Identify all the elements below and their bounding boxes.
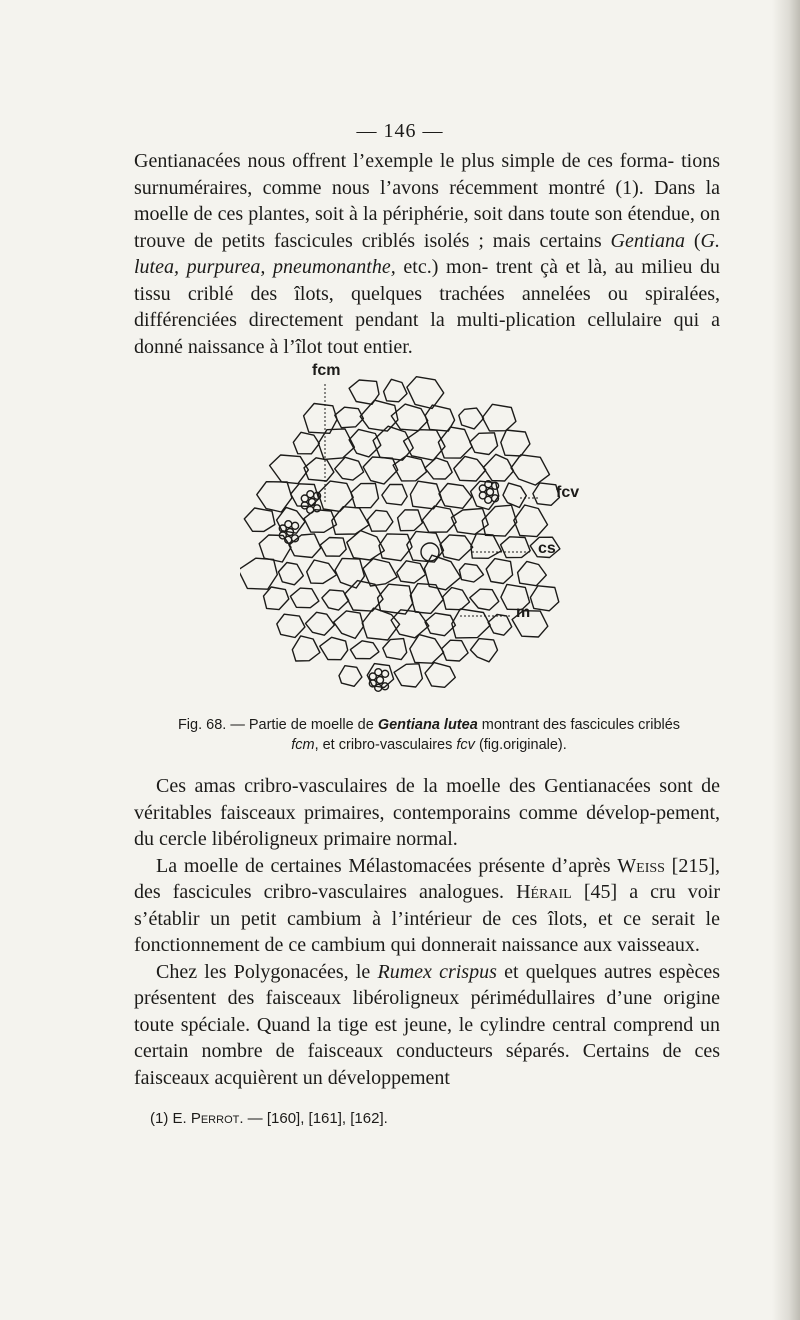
caption-mid2: , et cribro-vasculaires [314,737,457,753]
figure-pith-section [240,362,600,712]
pith-cell [452,609,490,638]
pith-cell [488,614,512,635]
pith-cell [459,408,484,429]
pith-cell [290,588,319,608]
footnote [150,1110,388,1127]
pith-cell [440,535,473,560]
pith-cell [306,612,335,635]
pith-cell [482,404,516,431]
pith-cell [443,588,470,610]
pith-cell [391,610,429,638]
pith-cell [407,377,444,409]
pith-cell [293,432,319,454]
pith-cell [350,641,379,659]
pith-cell [318,429,354,460]
intro-line-1: Gentianacées nous offrent l’exemple le plus simple de ces forma- [134,150,675,172]
pith-cell [363,559,397,586]
pith-cell [384,379,407,402]
intro-line-3: Dans la moelle de ces plantes, soit à la périphérie, soit dans toute [134,176,720,225]
pith-cell [307,560,337,583]
pith-cell [367,510,393,531]
pith-cell [471,534,501,559]
pith-cell [363,457,398,484]
pith-cell [530,586,558,611]
footnote-refs: — [160], [161], [162]. [243,1110,388,1127]
pith-cell [240,558,277,589]
intro-genus-before: certains [539,229,611,252]
pith-cell [270,455,309,484]
pith-cell [279,563,304,585]
pith-cell [264,587,289,610]
pith-cell [518,561,547,585]
pith-cell [277,614,305,637]
p4-end: et quelques autres espèces présentent des faisceaux libéroligneux périmédullaires d’une origine toute spéciale. Quand la tige est jeune, le cylindre central comprend un certain nombre de faisceaux conducteurs séparés. Certains de ces faisceaux acquièrent un développement [134,960,720,1089]
label-cs: cs [538,540,556,557]
sieve-cell [487,489,494,496]
pith-cell [486,559,512,584]
pith-cell [503,483,526,507]
pith-cell [425,613,455,636]
pith-cell [334,611,364,639]
intro-paren: ( [684,229,701,252]
p3-end: [45] a cru voir s’établir un petit cambium à l’intérieur de ces îlots, et ce serait le fonctionnement de ce cambium qui donnerait naissance aux vaisseaux. [134,881,720,956]
pith-cell [335,558,364,588]
pith-cell [397,561,426,583]
sieve-cell [377,677,384,684]
intro-genus: Gentiana [610,229,685,252]
pith-cell [259,535,291,562]
pith-cell [383,639,407,660]
pith-cell [289,534,321,558]
pith-cell [442,640,469,661]
sieve-cell [382,670,389,677]
pith-cell [335,407,364,428]
p3-start: La moelle de certaines Mélastomacées présente d’après [156,854,618,877]
intro-line-4: son étendue, on trouve de petits fascicules criblés isolés ; mais [134,203,720,252]
intro-species: G. lutea, purpurea, pneumonanthe, [134,229,720,278]
footnote-author: E. Perrot. [172,1110,244,1127]
pith-cell [339,666,362,687]
label-m: m [516,604,531,621]
page-number: — 146 — [356,120,444,142]
pith-cells-drawing [240,362,600,712]
paragraph-4 [134,959,720,1092]
pith-cell [511,455,550,485]
pith-cell [470,589,499,610]
pith-cell [501,537,531,558]
pith-cell [349,429,381,457]
pith-cell [244,508,275,531]
page-edge-shadow [772,0,800,1320]
caption-genus: Gentiana lutea [377,717,478,733]
p4-start: Chez les Polygonacées, le [156,960,378,983]
p3-mid: [215], des fascicules cribro-vasculaires analogues. [134,854,720,903]
pith-cell [470,639,497,662]
sieve-cell [314,505,321,512]
caption-prefix: Fig. 68. — Partie de moelle de [177,717,378,733]
figure-caption [134,715,724,755]
pith-cell [292,636,320,661]
sieve-cell [301,502,308,509]
pith-cell [483,454,513,481]
sieve-cell [479,492,486,499]
author-herail: Hérail [516,881,572,903]
pith-cell [410,481,441,509]
caption-fcv: fcv [456,737,475,753]
pith-cell [410,635,444,664]
paragraph-3 [134,853,720,959]
footnote-marker: (1) [150,1110,173,1127]
body-text [134,773,720,1091]
caption-mid: montrant des fascicules criblés [477,717,681,733]
pith-cell [514,505,548,537]
author-weiss: Weiss [617,854,665,877]
intro-paragraph [134,148,720,360]
pith-cell [422,506,456,532]
sieve-cell [307,491,314,498]
intro-text [134,148,720,360]
pith-cell [398,510,423,531]
label-fcv: fcv [556,484,580,501]
label-fcm: fcm [312,362,341,379]
pith-cell [351,484,379,508]
sieve-cell [292,522,299,529]
intro-line-2: tions surnuméraires, comme nous l’avons récemment montré (1). [134,150,720,199]
intro-genus-after: etc.) mon- [395,256,489,278]
pith-cell [501,430,530,456]
pith-cell [322,590,349,610]
sieve-cell [285,521,292,528]
caption-end: (fig.originale). [474,737,567,753]
intro-tail: trent çà et là, au milieu du tissu criblé des îlots, quelques trachées annelées ou spiralées, différenciées directement pendant la multi-plication cellulaire qui a donné naissance à l’îlot tout entier. [134,256,721,358]
pith-cell [459,564,483,582]
sieve-cell [375,669,382,676]
pith-cell [439,484,472,509]
pith-cell [454,456,486,481]
p4-species: Rumex crispus [377,960,497,983]
pith-cell [425,458,452,479]
pith-cell [335,457,364,480]
pith-cell [425,663,455,688]
paragraph-2: Ces amas cribro-vasculaires de la moelle des Gentianacées sont de véritables faisceaux primaires, contemporains comme dévelop-pement, du cercle libéroligneux primaire normal. [134,775,720,850]
pith-cell [382,485,407,505]
sieve-cell [492,482,499,489]
pith-cell [470,433,498,455]
caption-fcm: fcm [291,737,315,753]
pith-cell [320,637,348,659]
pith-cell [320,538,346,557]
pith-cell [394,664,422,687]
